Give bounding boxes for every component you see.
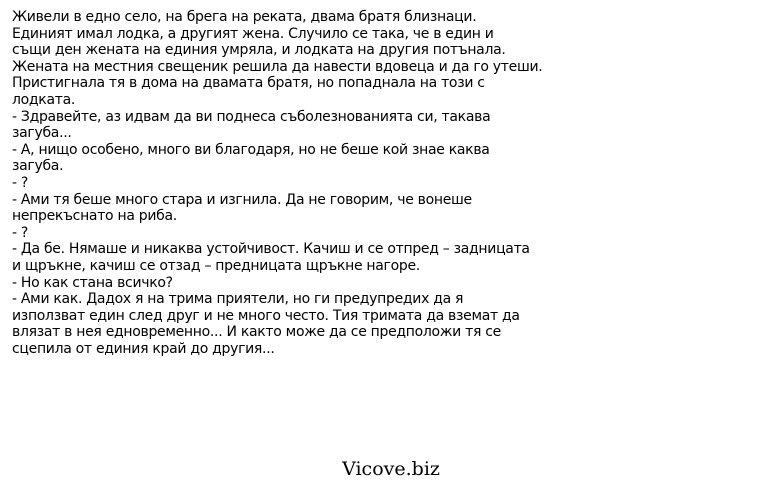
text-line: влязат в нея едновременно... И както може да се предположи тя се: [12, 324, 501, 341]
text-line: - ?: [12, 224, 29, 241]
text-line: загуба.: [12, 158, 64, 175]
site-watermark: Vicove.biz: [342, 458, 440, 480]
text-line: Жената на местния свещеник решила да навести вдовеца и да го утеши.: [12, 58, 543, 75]
text-line: използват един след друг и не много често. Тия тримата да вземат да: [12, 307, 520, 324]
text-line: непрекъснато на риба.: [12, 208, 177, 225]
text-line: - Но как стана всичко?: [12, 274, 173, 291]
text-line: загуба...: [12, 125, 72, 142]
text-line: Пристигнала тя в дома на двамата братя, но попаднала на този с: [12, 75, 485, 92]
text-line: - ?: [12, 174, 29, 191]
text-line: - А, нищо особено, много ви благодаря, но не беше кой знае каква: [12, 141, 490, 158]
text-line: - Да бе. Нямаше и никаква устойчивост. Качиш и се отпред – задницата: [12, 241, 530, 258]
text-line: - Ами тя беше много стара и изгнила. Да не говорим, че вонеше: [12, 191, 472, 208]
text-line: - Здравейте, аз идвам да ви поднеса съболезнованията си, такава: [12, 108, 491, 125]
text-line: - Ами как. Дадох я на трима приятели, но ги предупредих да я: [12, 291, 464, 308]
text-line: същи ден жената на единия умряла, и лодката на другия потънала.: [12, 42, 506, 59]
text-line: Единият имал лодка, а другият жена. Случило се така, че в един и: [12, 25, 494, 42]
joke-text: [12, 9, 772, 357]
text-line: Живели в едно село, на брега на реката, двама братя близнаци.: [12, 9, 477, 25]
text-line: и щръкне, качиш се отзад – предницата щръкне нагоре.: [12, 257, 420, 274]
text-line: сцепила от единия край до другия...: [12, 340, 275, 357]
text-line: лодката.: [12, 91, 76, 108]
